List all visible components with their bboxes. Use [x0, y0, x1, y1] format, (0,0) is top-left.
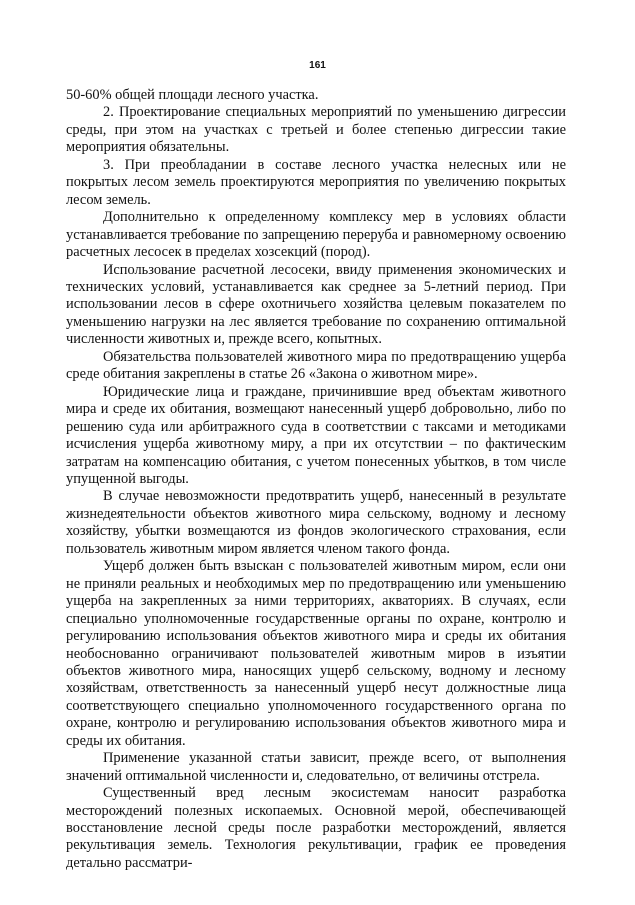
page-number: 161 — [309, 60, 326, 71]
paragraph-6: Обязательства пользователей животного мира по предотвращению ущерба среде обитания закреплены в статье 26 «Закона о животном мире». — [66, 348, 566, 383]
paragraph-7: Юридические лица и граждане, причинившие вред объектам животного мира и среде их обитания, возмещают нанесенный ущерб добровольно, либо по решению суда или арбитражного суда в соответствии с таксами и методиками исчисления ущерба животному миру, а при их отсутствии – по фактическим затратам на компенсацию обитания, с учетом понесенных убытков, в том числе упущенной выгоды. — [66, 383, 566, 487]
paragraph-8: В случае невозможности предотвратить ущерб, нанесенный в результате жизнедеятельности объектов животного мира сельскому, водному и лесному хозяйству, убытки возмещаются из фондов экологического страхования, если пользователь животным миром является членом такого фонда. — [66, 488, 566, 557]
paragraph-5: Использование расчетной лесосеки, ввиду применения экономических и технических условий, устанавливается как среднее за 5-летний период. При использовании лесов в сфере охотничьего хозяйства целевым показателем по уменьшению нагрузки на лес является требование по сохранению оптимальной численности животных и, прежде всего, копытных. — [66, 261, 566, 348]
paragraph-4: Дополнительно к определенному комплексу мер в условиях области устанавливается требование по запрещению перерубa и равномерному освоению расчетных лесосек в пределах хозсекций (пород). — [66, 209, 566, 261]
paragraph-10: Применение указанной статьи зависит, прежде всего, от выполнения значений оптимальной численности и, следовательно, от величины отстрела. — [66, 750, 566, 784]
paragraph-9: Ущерб должен быть взыскан с пользователей животным миром, если они не приняли реальных и необходимых мер по предотвращению или уменьшению ущерба на закрепленных за ними территориях, акваториях. В случаях, если специально уполномоченные государственные органы по охране, контролю и регулированию использования объектов животного мира и среды их обитания необоснованно ограничивают пользователей животным миров в изъятии объектов животного мира, наносящих ущерб сельскому, водному и лесному хозяйствам, ответственность за нанесенный ущерб несут должностные лица соответствующего специально уполномоченного государственного органа по охране, контролю и регулированию использования объектов животного мира и среды их обитания. — [66, 558, 566, 749]
paragraph-11: Существенный вред лесным экосистемам наносит разработка месторождений полезных ископаемых. Основной мерой, обеспечивающей восстановление лесной среды после разработки месторождений, является рекультивация земель. Технология рекультивации, график ее проведения детально рассматри- — [66, 785, 566, 871]
paragraph-1: 50-60% общей площади лесного участка. — [66, 87, 319, 103]
paragraph-3: 3. При преобладании в составе лесного участка нелесных или не покрытых лесом земель проектируются мероприятия по увеличению покрытых лесом земель. — [66, 156, 566, 208]
paragraph-2: 2. Проектирование специальных мероприятий по уменьшению дигрессии среды, при этом на участках с третьей и более степенью дигрессии такие мероприятия обязательны. — [66, 104, 566, 156]
body-text — [66, 87, 566, 872]
